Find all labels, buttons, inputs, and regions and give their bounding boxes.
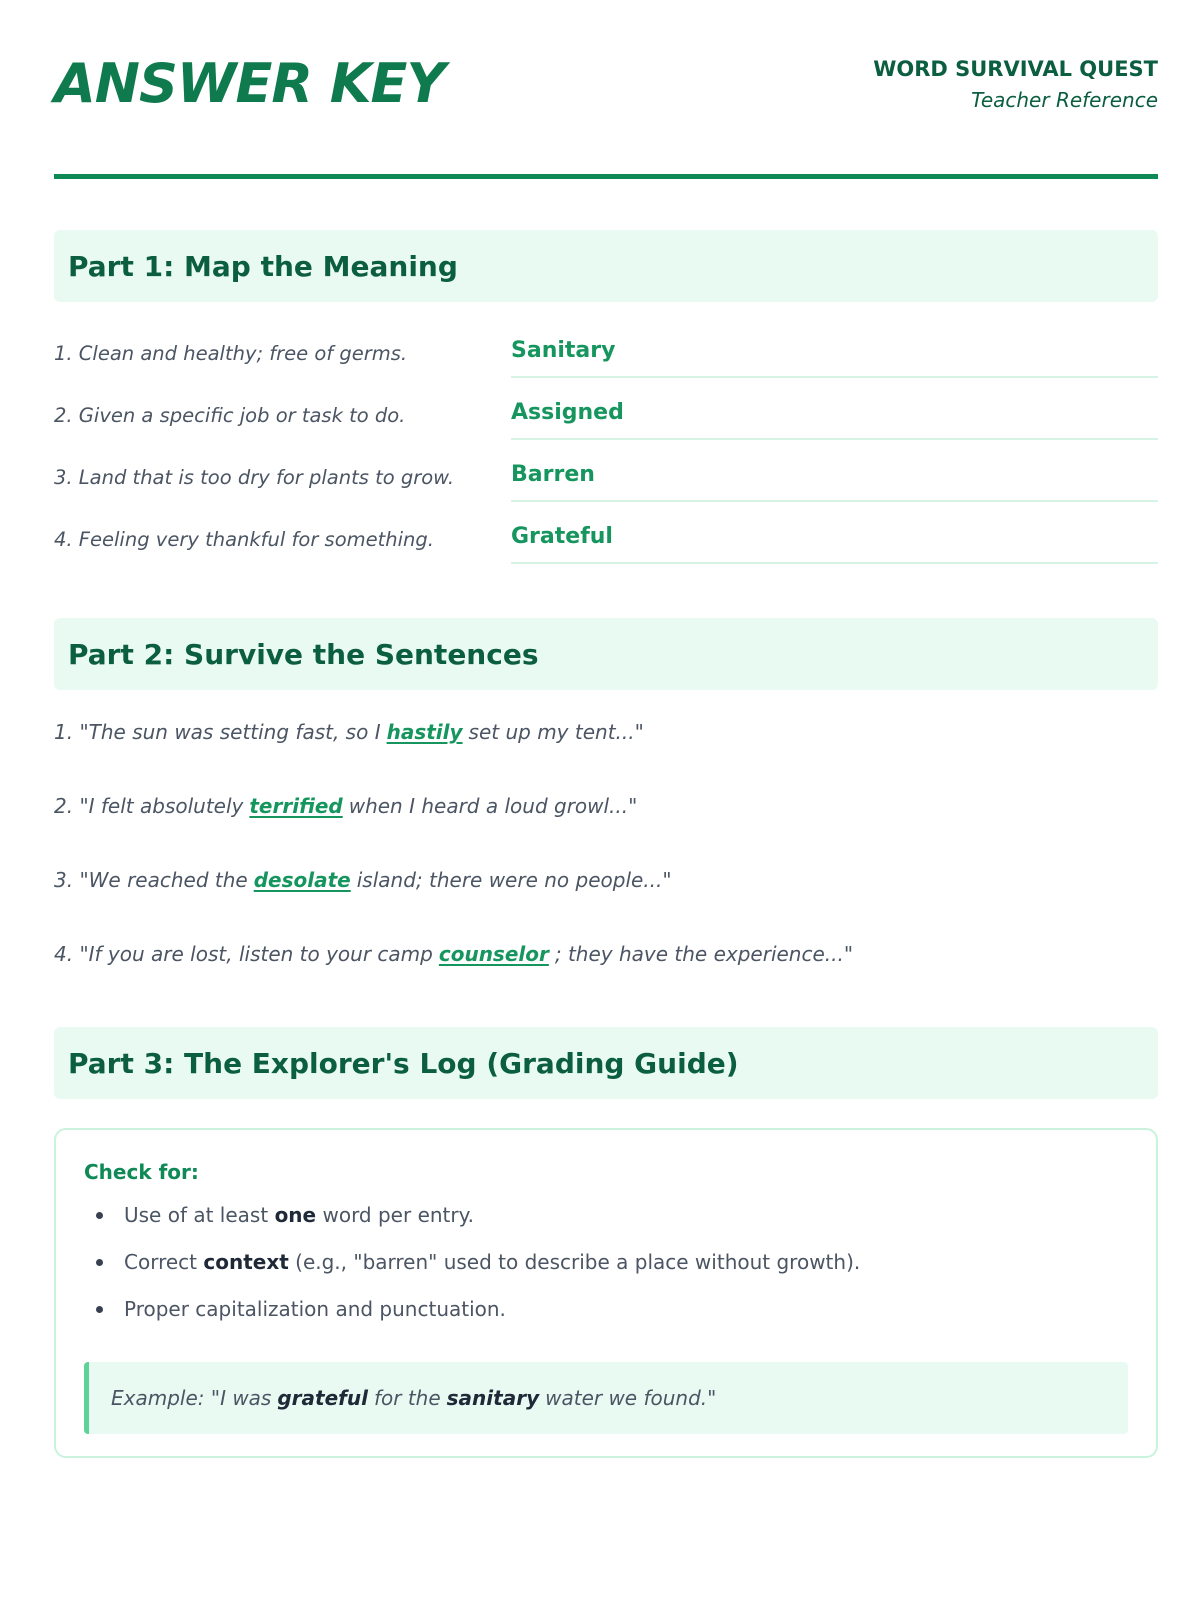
sentence-after: ; they have the experience..." [554,942,854,966]
part2-heading: Part 2: Survive the Sentences [68,637,539,671]
sentence-answer: counselor [438,942,549,966]
match-row [54,452,1158,514]
match-clue: 4. Feeling very thankful for something. [54,528,434,551]
sentence-answer: terrified [249,794,343,818]
part3-heading: Part 3: The Explorer's Log (Grading Guide) [68,1046,739,1080]
example-middle: for the [373,1386,441,1410]
sentence-item [54,868,1158,892]
sentence-after: set up my tent..." [468,720,644,744]
example-word: grateful [277,1386,368,1410]
part1-header [54,230,1158,302]
criteria-emphasis: one [274,1203,317,1227]
match-answer-line [511,462,1158,502]
example-prefix: Example: "I was [111,1386,272,1410]
example-callout [84,1362,1128,1434]
sentence-after: island; there were no people..." [356,868,672,892]
sentence-after: when I heard a loud growl..." [348,794,638,818]
example-suffix: water we found." [545,1386,717,1410]
sentence-before: 1. "The sun was setting fast, so I [54,720,381,744]
grading-guide-box [54,1128,1158,1458]
match-answer: Sanitary [511,338,616,363]
match-answer: Barren [511,462,595,487]
criteria-text: Use of at least [124,1203,269,1227]
match-answer-line [511,524,1158,564]
part2-header [54,618,1158,690]
check-for-label: Check for: [84,1160,199,1184]
quest-subtitle: Teacher Reference [971,88,1158,112]
match-clue: 3. Land that is too dry for plants to grow. [54,466,455,489]
criteria-item [84,1247,860,1294]
criteria-list [84,1200,860,1341]
match-answer: Grateful [511,524,613,549]
sentence-item [54,942,1158,966]
criteria-item [84,1200,860,1247]
sentence-before: 3. "We reached the [54,868,248,892]
sentence-item [54,794,1158,818]
match-clue: 1. Clean and healthy; free of germs. [54,342,408,365]
match-row [54,514,1158,576]
quest-title: WORD SURVIVAL QUEST [873,57,1158,81]
criteria-text: (e.g., "barren" used to describe a place without growth). [295,1250,861,1274]
bullet-icon [96,1259,103,1266]
sentence-before: 4. "If you are lost, listen to your camp [54,942,433,966]
part1-heading: Part 1: Map the Meaning [68,249,458,283]
match-answer: Assigned [511,400,624,425]
header [54,0,1158,180]
sentence-item [54,720,1158,744]
page-title: ANSWER KEY [54,52,445,115]
bullet-icon [96,1306,103,1313]
match-row [54,328,1158,390]
sentence-answer: desolate [253,868,351,892]
match-answer-line [511,338,1158,378]
criteria-text: Correct [124,1250,197,1274]
header-info [873,54,1158,116]
header-divider [54,174,1158,179]
criteria-item [84,1294,860,1341]
criteria-emphasis: context [203,1250,289,1274]
answer-key-page [54,0,1158,1410]
bullet-icon [96,1212,103,1219]
criteria-text: word per entry. [322,1203,474,1227]
match-clue: 2. Given a specific job or task to do. [54,404,406,427]
part3-header [54,1027,1158,1099]
sentence-before: 2. "I felt absolutely [54,794,244,818]
example-word: sanitary [446,1386,540,1410]
sentence-answer: hastily [386,720,463,744]
criteria-text: Proper capitalization and punctuation. [124,1297,506,1321]
match-row [54,390,1158,452]
match-answer-line [511,400,1158,440]
